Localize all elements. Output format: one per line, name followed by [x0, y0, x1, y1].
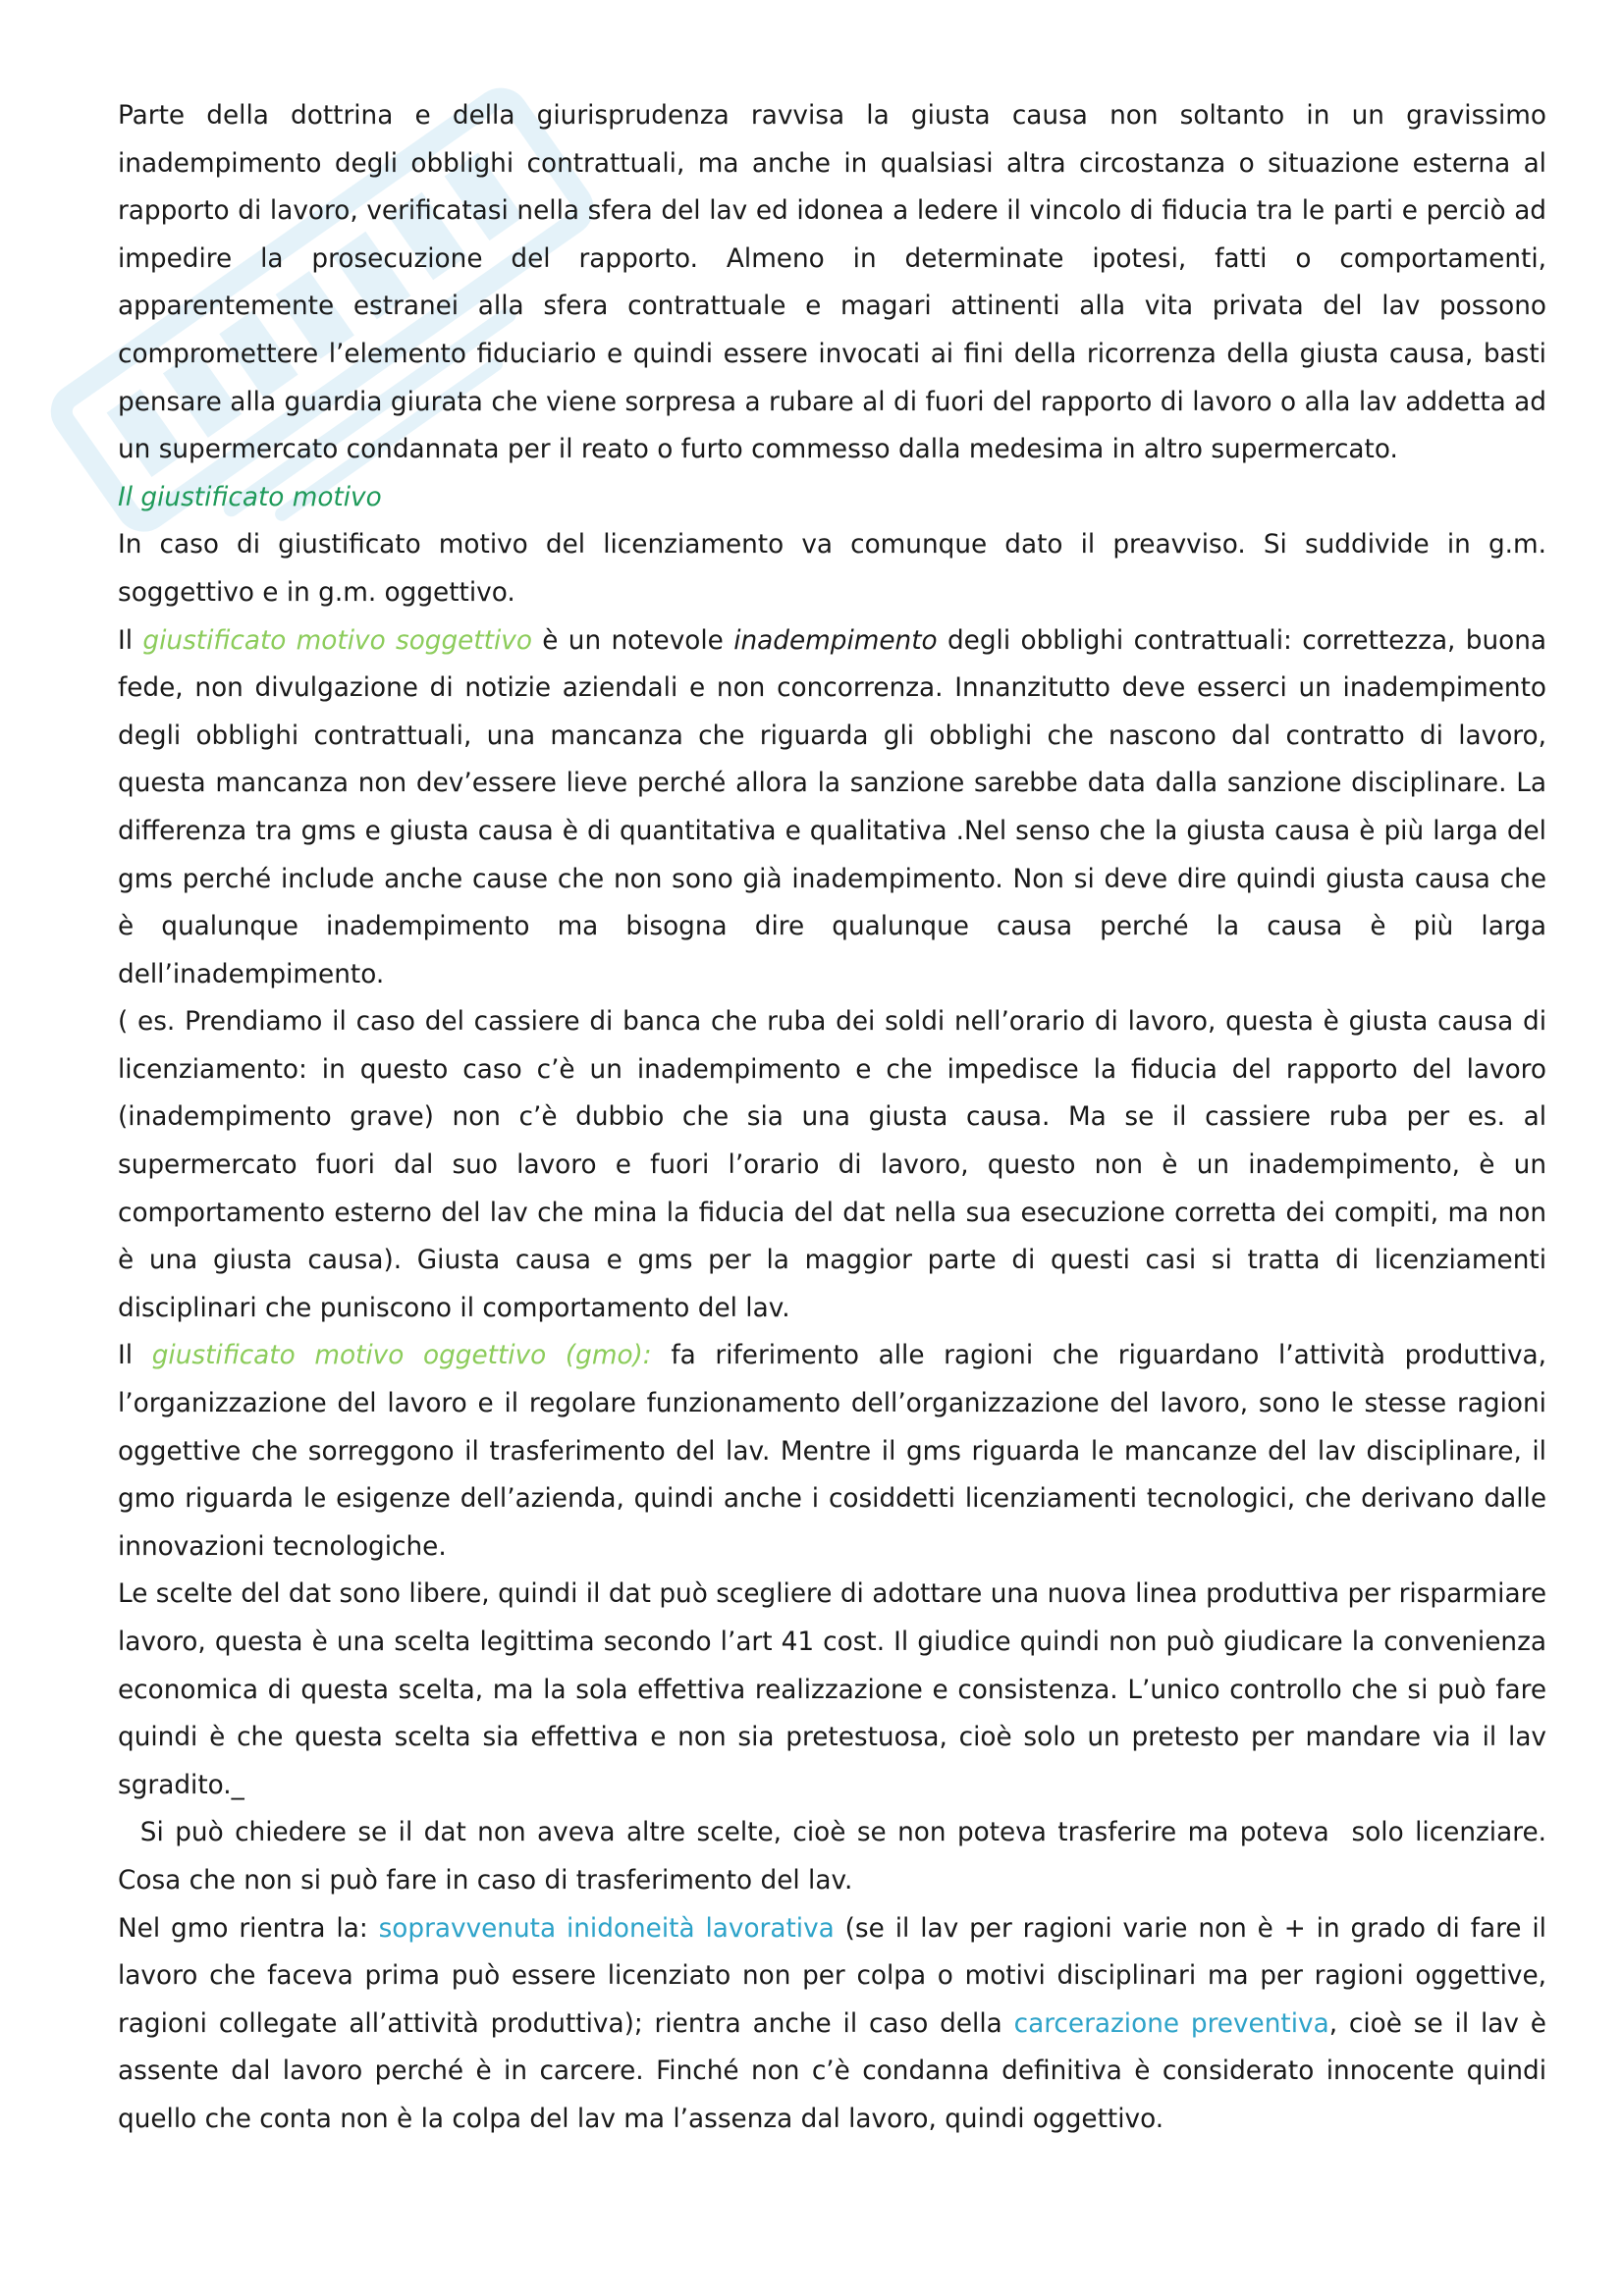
term-giustificato-motivo-oggettivo: giustificato motivo oggettivo (gmo): — [151, 1341, 652, 1371]
term-carcerazione-preventiva: carcerazione preventiva — [1013, 2008, 1329, 2039]
term-sopravvenuta-inidoneita: sopravvenuta inidoneità lavorativa — [378, 1913, 835, 1944]
paragraph-giusta-causa: Parte della dottrina e della giurisprudenza ravvisa la giusta causa non soltanto in un gravissimo inadempimento degli obblighi contrattuali, ma anche in qualsiasi altra circostanza o situazione esterna al rapporto di lavoro, verificatasi nella sfera del lav ed idonea a ledere il vincolo di fiducia tra le parti e perciò ad impedire la prosecuzione del rapporto. Almeno in determinate ipotesi, fatti o comportamenti, apparentemente estranei alla sfera contrattuale e magari attinenti alla vita privata del lav possono compromettere l’elemento fiduciario e quindi essere invocati ai fini della ricorrenza della giusta causa, basti pensare alla guardia giurata che viene sorpresa a rubare al di fuori del rapporto di lavoro o alla lav addetta ad un supermercato condannata per il reato o furto commesso dalla medesima in altro supermercato. — [118, 101, 1546, 465]
gms-mid: è un notevole — [531, 625, 734, 656]
gms-body: degli obblighi contrattuali: correttezza, buona fede, non divulgazione di notizie aziendali e non concorrenza. Innanzitutto deve esserci un inadempimento degli obblighi contrattuali, una mancanza che riguarda gli obblighi che nascono dal contratto di lavoro, questa mancanza non dev’essere lieve perché allora la sanzione sarebbe data dalla sanzione disciplinare. La differenza tra gms e giusta causa è di quantitativa e qualitativa .Nel senso che la giusta causa è più larga del gms perché include anche cause che non sono già inadempimento. Non si deve dire quindi giusta causa che è qualunque inadempimento ma bisogna dire qualunque causa perché la causa è più larga dell’inadempimento. — [118, 625, 1546, 989]
gms-lead: Il — [118, 625, 143, 656]
paragraph-esempio-cassiere: ( es. Prendiamo il caso del cassiere di banca che ruba dei soldi nell’orario di lavoro, questa è giusta causa di licenziamento: in questo caso c’è un inadempimento e che impedisce la fiducia del rapporto del lavoro (inadempimento grave) non c’è dubbio che sia una giusta causa. Ma se il cassiere ruba per es. al supermercato fuori dal suo lavoro e fuori l’orario di lavoro, questo non è un inadempimento, è un comportamento esterno del lav che mina la fiducia del dat nella sua esecuzione corretta dei compiti, ma non è una giusta causa). Giusta causa e gms per la maggior parte di questi casi si tratta di licenziamenti disciplinari che puniscono il comportamento del lav. — [118, 1007, 1546, 1323]
paragraph-gmo — [118, 1332, 1546, 1571]
paragraph-gms — [118, 617, 1546, 999]
gmo-casi-body: , cioè se il lav è assente dal lavoro perché è in carcere. Finché non c’è condanna definitiva è considerato innocente quindi quello che conta non è la colpa del lav ma l’assenza dal lavoro, quindi oggettivo. — [118, 2008, 1546, 2134]
section-heading-giustificato-motivo: Il giustificato motivo — [118, 482, 382, 512]
document-page — [118, 92, 1546, 2144]
gmo-body: fa riferimento alle ragioni che riguardano l’attività produttiva, l’organizzazione del lavoro e il regolare funzionamento dell’organizzazione del lavoro, sono le stesse ragioni oggettive che sorreggono il trasferimento del lav. Mentre il gms riguarda le mancanze del lav disciplinare, il gmo riguarda le esigenze dell’azienda, quindi anche i cosiddetti licenziamenti tecnologici, che derivano dalle innovazioni tecnologiche. — [118, 1341, 1546, 1562]
paragraph-scelte-dat: Le scelte del dat sono libere, quindi il dat può scegliere di adottare una nuova linea produttiva per risparmiare lavoro, questa è una scelta legittima secondo l’art 41 cost. Il giudice quindi non può giudicare la convenienza economica di questa scelta, ma la sola effettiva realizzazione e consistenza. L’unico controllo che si può fare quindi è che questa scelta sia effettiva e non sia pretestuosa, cioè solo un pretesto per mandare via il lav sgradito._ — [118, 1579, 1546, 1800]
emphasis-inadempimento: inadempimento — [733, 625, 938, 656]
gmo-lead: Il — [118, 1341, 152, 1371]
paragraph-altre-scelte: Si può chiedere se il dat non aveva altre scelte, cioè se non poteva trasferire ma poteva solo licenziare. Cosa che non si può fare in caso di trasferimento del lav. — [118, 1818, 1546, 1896]
term-giustificato-motivo-soggettivo: giustificato motivo soggettivo — [142, 625, 532, 656]
gmo-casi-mid: (se il lav per ragioni varie non è + in grado di fare il lavoro che faceva prima può essere licenziato non per colpa o motivi disciplinari ma per ragioni oggettive, ragioni collegate all’attività produttiva); rientra anche il caso della — [118, 1913, 1546, 2039]
gmo-casi-lead: Nel gmo rientra la: — [118, 1913, 379, 1944]
paragraph-preavviso: In caso di giustificato motivo del licenziamento va comunque dato il preavviso. Si suddivide in g.m. soggettivo e in g.m. oggettivo. — [118, 530, 1546, 608]
paragraph-gmo-casi — [118, 1905, 1546, 2144]
